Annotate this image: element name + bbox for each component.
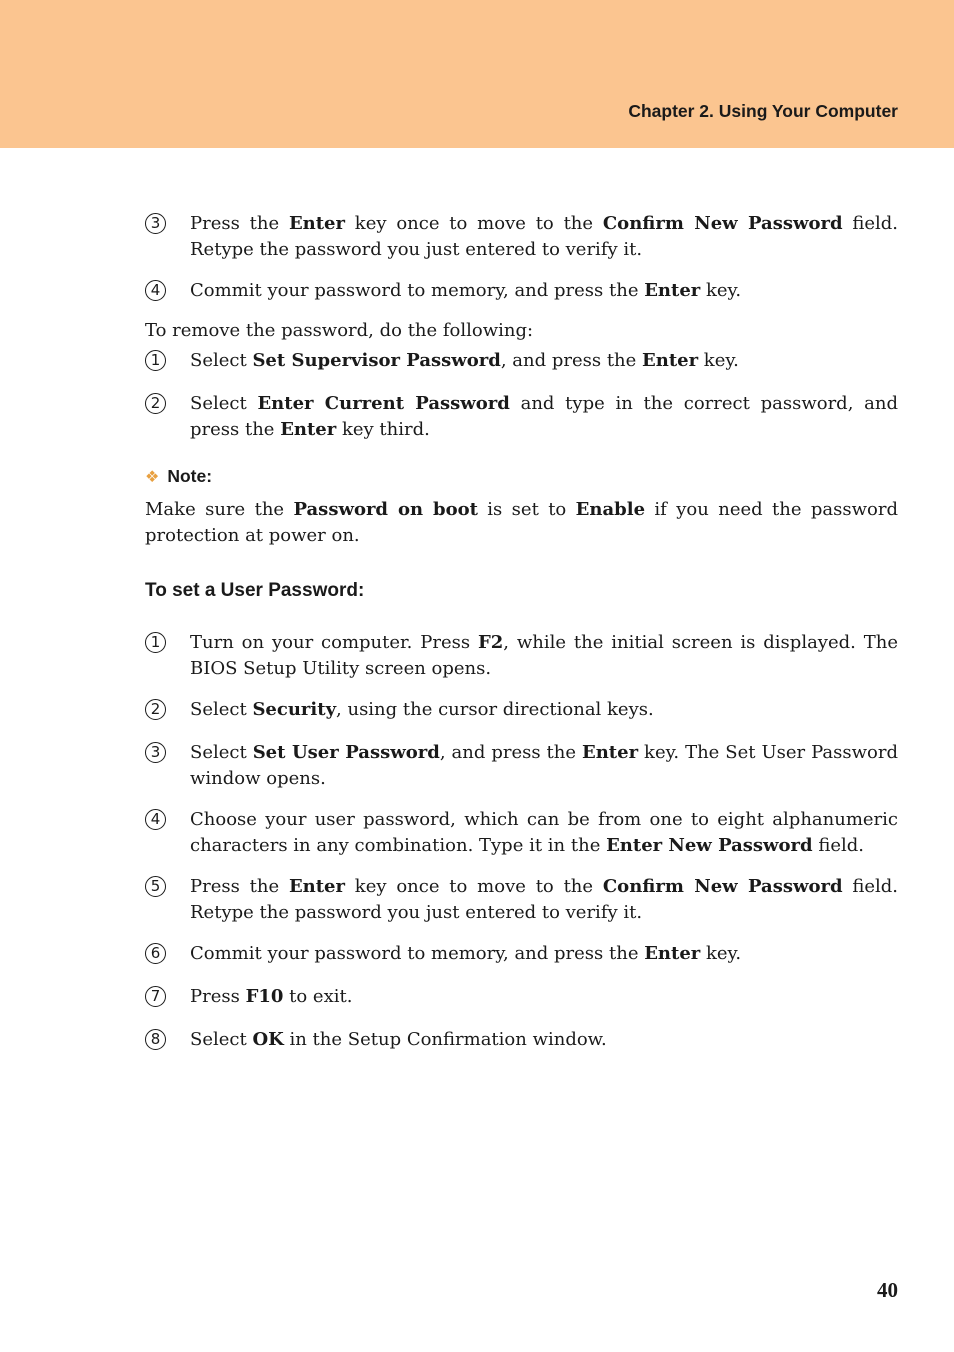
- bold-term: Password on boot: [293, 499, 478, 520]
- text-run: Select: [190, 699, 253, 720]
- text-run: Select: [190, 350, 253, 371]
- text-run: key. The Set User Password window opens.: [190, 742, 898, 789]
- step-text: [190, 941, 898, 967]
- text-run: Press: [190, 986, 246, 1007]
- bold-term: Enter: [288, 876, 345, 897]
- step-text: [190, 348, 898, 374]
- step-item: [145, 278, 898, 304]
- bold-term: F2: [477, 632, 504, 653]
- bold-term: Enter: [642, 350, 699, 371]
- text-run: , while the initial screen is displayed. The BIOS Setup Utility screen opens.: [190, 632, 898, 679]
- step-number-badge: 7: [145, 986, 166, 1007]
- step-item: [145, 211, 898, 263]
- page-number: 40: [877, 1278, 898, 1302]
- text-run: key.: [700, 280, 742, 301]
- step-item: [145, 697, 898, 723]
- step-text: [190, 1027, 898, 1053]
- bold-term: Enter: [582, 742, 639, 763]
- step-number-badge: 8: [145, 1029, 166, 1050]
- step-text: [190, 697, 898, 723]
- bold-term: Enter Current Password: [257, 393, 510, 414]
- text-run: and type in the correct password, and press the: [190, 393, 898, 440]
- note-heading: [145, 466, 212, 487]
- step-text: [190, 391, 898, 443]
- step-number-badge: 5: [145, 876, 166, 897]
- bold-term: F10: [245, 986, 284, 1007]
- text-run: if you need the password protection at power on.: [145, 499, 899, 546]
- step-text: [190, 211, 898, 263]
- step-text: [190, 278, 898, 304]
- text-run: key once to move to the: [345, 876, 603, 897]
- text-run: Select: [190, 393, 258, 414]
- step-item: [145, 391, 898, 443]
- text-run: , and press the: [500, 350, 643, 371]
- text-run: key third.: [336, 419, 430, 440]
- step-item: [145, 984, 898, 1010]
- step-text: [190, 740, 898, 792]
- diamond-bullet-icon: ❖: [145, 469, 160, 486]
- step-number-badge: 3: [145, 742, 166, 763]
- text-run: field. Retype the password you just entered to verify it.: [190, 876, 899, 923]
- text-run: is set to: [477, 499, 576, 520]
- text-run: Select: [190, 1029, 253, 1050]
- text-run: Choose your user password, which can be from one to eight alphanumeric characters in any combination. Type it in the: [190, 809, 898, 856]
- bold-term: OK: [252, 1029, 284, 1050]
- step-text: [190, 984, 898, 1010]
- text-run: to exit.: [283, 986, 353, 1007]
- bold-term: Set Supervisor Password: [252, 350, 501, 371]
- step-text: [190, 807, 898, 859]
- bold-term: Enter: [644, 280, 701, 301]
- text-run: Make sure the: [145, 499, 294, 520]
- step-item: [145, 348, 898, 374]
- step-text: [190, 874, 898, 926]
- step-item: [145, 874, 898, 926]
- bold-term: Confirm New Password: [602, 876, 843, 897]
- step-number-badge: 3: [145, 213, 166, 234]
- bold-term: Set User Password: [252, 742, 440, 763]
- step-number-badge: 1: [145, 350, 166, 371]
- step-item: [145, 630, 898, 682]
- text-run: key.: [700, 943, 742, 964]
- text-run: key.: [698, 350, 739, 371]
- text-run: Press the: [190, 876, 289, 897]
- text-run: in the Setup Confirmation window.: [283, 1029, 607, 1050]
- bold-term: Enter: [288, 213, 345, 234]
- text-run: key once to move to the: [345, 213, 603, 234]
- step-number-badge: 2: [145, 393, 166, 414]
- text-run: field. Retype the password you just entered to verify it.: [190, 213, 899, 260]
- step-number-badge: 6: [145, 943, 166, 964]
- section-title: To set a User Password:: [145, 580, 365, 601]
- note-text: [145, 497, 898, 549]
- step-item: [145, 807, 898, 859]
- text-run: Press the: [190, 213, 289, 234]
- text-run: Commit your password to memory, and press the: [190, 280, 645, 301]
- text-run: Commit your password to memory, and press the: [190, 943, 645, 964]
- step-number-badge: 2: [145, 699, 166, 720]
- bold-term: Enter: [644, 943, 701, 964]
- step-number-badge: 4: [145, 809, 166, 830]
- bold-term: Confirm New Password: [602, 213, 843, 234]
- text-run: Turn on your computer. Press: [190, 632, 478, 653]
- chapter-title: Chapter 2. Using Your Computer: [628, 101, 898, 121]
- step-text: [190, 630, 898, 682]
- bold-term: Enable: [575, 499, 646, 520]
- step-number-badge: 1: [145, 632, 166, 653]
- step-item: [145, 740, 898, 792]
- step-item: [145, 941, 898, 967]
- remove-intro: To remove the password, do the following:: [145, 320, 534, 341]
- bold-term: Enter: [280, 419, 337, 440]
- bold-term: Enter New Password: [606, 835, 813, 856]
- note-label: Note:: [167, 466, 213, 486]
- text-run: , and press the: [439, 742, 582, 763]
- bold-term: Security: [252, 699, 337, 720]
- text-run: Select: [190, 742, 253, 763]
- header-band: [0, 0, 954, 148]
- text-run: , using the cursor directional keys.: [336, 699, 654, 720]
- step-item: [145, 1027, 898, 1053]
- text-run: field.: [812, 835, 865, 856]
- step-number-badge: 4: [145, 280, 166, 301]
